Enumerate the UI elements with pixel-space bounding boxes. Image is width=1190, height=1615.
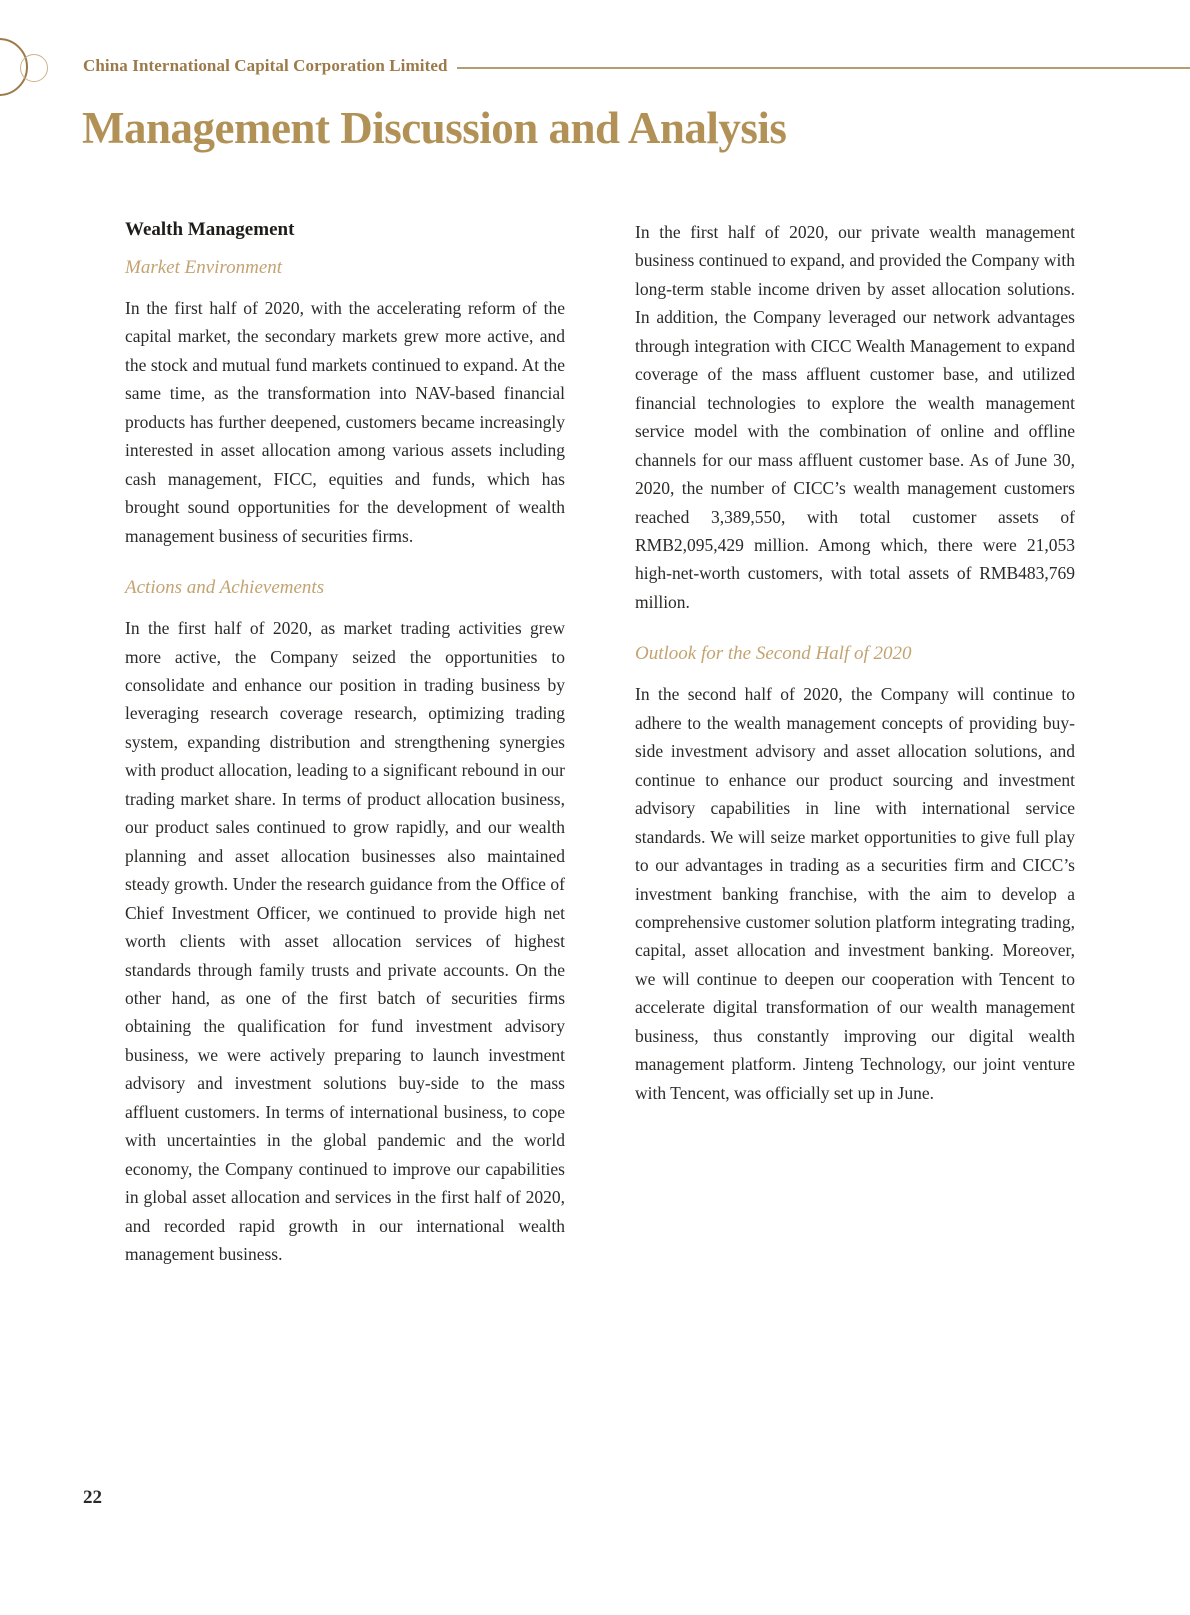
- logo-circle-small-icon: [20, 54, 48, 82]
- page-number: 22: [83, 1487, 102, 1508]
- section-heading-wealth-management: Wealth Management: [125, 219, 295, 240]
- subheading-outlook-second-half-2020: Outlook for the Second Half of 2020: [635, 643, 912, 665]
- paragraph-market-environment: In the first half of 2020, with the accelerating reform of the capital market, the secondary markets grew more active, and the stock and mutual fund markets continued to expand. At the same time, as the transformation into NAV-based financial products has further deepened, customers became increasingly interested in asset allocation among various assets including cash management, FICC, equities and funds, which has brought sound opportunities for the development of wealth management business of securities firms.: [125, 298, 565, 546]
- subheading-actions-and-achievements: Actions and Achievements: [125, 577, 325, 599]
- two-column-body: [125, 218, 1075, 1295]
- page-title: Management Discussion and Analysis: [82, 103, 787, 153]
- paragraph-outlook-second-half-2020: In the second half of 2020, the Company will continue to adhere to the wealth management concepts of providing buy-side investment advisory and asset allocation solutions, and continue to enhance our product sourcing and investment advisory capabilities in line with international service standards. We will seize market opportunities to give full play to our advantages in trading as a securities firm and CICC’s investment banking franchise, with the aim to develop a comprehensive customer solution platform integrating trading, capital, asset allocation and investment banking. Moreover, we will continue to deepen our cooperation with Tencent to accelerate digital transformation of our wealth management business, thus constantly improving our digital wealth management platform. Jinteng Technology, our joint venture with Tencent, was officially set up in June.: [635, 684, 1075, 1103]
- left-column: [125, 218, 565, 1295]
- paragraph-private-wealth-management: In the first half of 2020, our private wealth management business continued to expand, and provided the Company with long-term stable income driven by asset allocation solutions. In addition, the Company leveraged our network advantages through integration with CICC Wealth Management to expand coverage of the mass affluent customer base, and utilized financial technologies to explore the wealth management service model with the combination of online and offline channels for our mass affluent customer base. As of June 30, 2020, the number of CICC’s wealth management customers reached 3,389,550, with total customer assets of RMB2,095,429 million. Among which, there were 21,053 high-net-worth customers, with total assets of RMB483,769 million.: [635, 222, 1075, 612]
- right-column: [635, 218, 1075, 1295]
- cicc-logo-circles-icon: [0, 0, 80, 130]
- company-name: China International Capital Corporation Limited: [83, 56, 448, 75]
- paragraph-actions-and-achievements: In the first half of 2020, as market trading activities grew more active, the Company seized the opportunities to consolidate and enhance our position in trading business by leveraging research coverage research, optimizing trading system, expanding distribution and strengthening synergies with product allocation, leading to a significant rebound in our trading market share. In terms of product allocation business, our product sales continued to grow rapidly, and our wealth planning and asset allocation businesses also maintained steady growth. Under the research guidance from the Office of Chief Investment Officer, we continued to provide high net worth clients with asset allocation services of highest standards through family trusts and private accounts. On the other hand, as one of the first batch of securities firms obtaining the qualification for fund investment advisory business, we were actively preparing to launch investment advisory and investment solutions buy-side to the mass affluent customers. In terms of international business, to cope with uncertainties in the global pandemic and the world economy, the Company continued to improve our capabilities in global asset allocation and services in the first half of 2020, and recorded rapid growth in our international wealth management business.: [125, 618, 565, 1265]
- header-rule: [457, 67, 1190, 69]
- subheading-market-environment: Market Environment: [125, 257, 283, 278]
